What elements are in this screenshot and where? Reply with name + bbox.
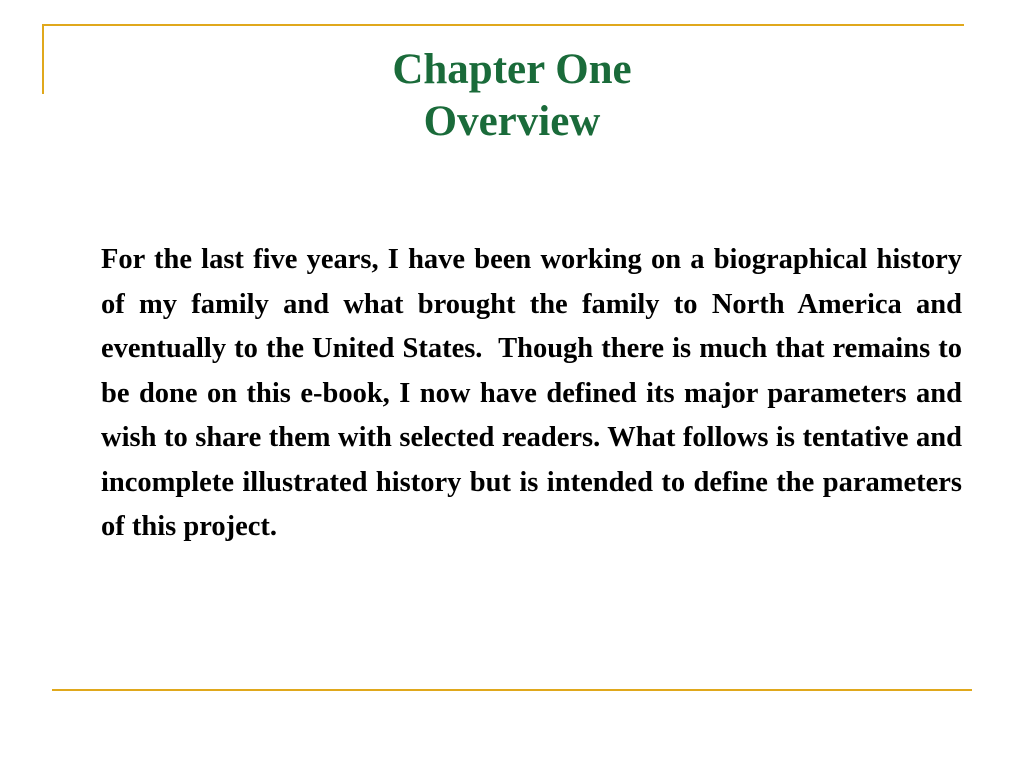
slide-title <box>100 44 924 148</box>
title-line-overview: Overview <box>423 98 601 145</box>
bottom-accent-rule <box>52 689 972 691</box>
left-accent-rule <box>42 24 44 94</box>
title-line-chapter: Chapter One <box>392 46 632 93</box>
body-paragraph: For the last five years, I have been working on a biographical history of my family and what brought the family to North America and eventually to the United States. Though there is much that remains to be done on this e-book, I now have defined its major parameters and wish to share them with selected readers. What follows is tentative and incomplete illustrated history but is intended to define the parameters of this project. <box>101 244 970 542</box>
top-accent-rule <box>42 24 964 26</box>
